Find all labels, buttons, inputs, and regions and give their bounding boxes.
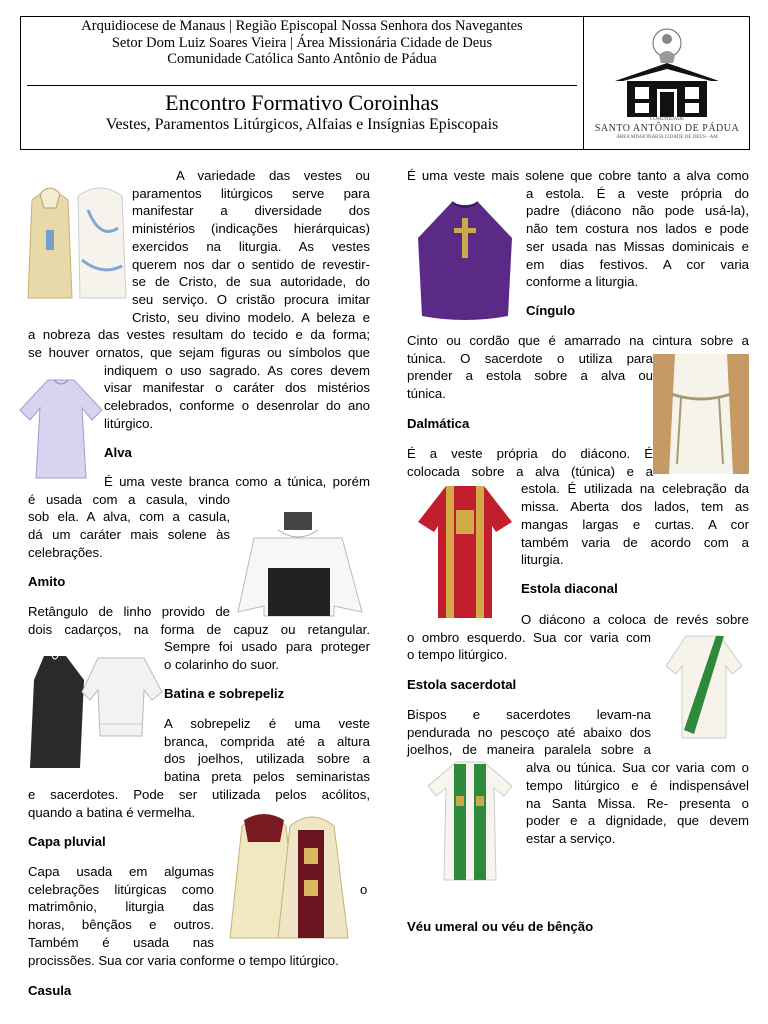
priest-stole-illustration (420, 756, 520, 886)
header-line-archdiocese: Arquidiocese de Manaus | Região Episcopal Nossa Senhora dos Navegantes (81, 18, 523, 34)
alva-line-5: celebrações. (28, 544, 103, 560)
intro-line-13: visar manifestar o caráter dos mistérios (104, 380, 370, 396)
estola-sacerdotal-line-2: pendurada no pescoço até abaixo dos (407, 724, 651, 740)
capa-line-1: Capa usada em algumas (28, 864, 214, 879)
intro-line-10: a nobreza das vestes resultam do tecido e da forma; (28, 327, 370, 343)
dalmatica-line-3: estola. É utilizada na celebração da (521, 481, 749, 497)
batina-line-1: A sobrepeliz é uma veste (164, 716, 370, 731)
dalmatica-line-4: missa. Aberta dos lados, tem as (521, 499, 749, 515)
cincture-illustration (653, 354, 749, 474)
vestments-illustration (22, 180, 128, 302)
casula-line-5: ser usada nas Missas dominicais e (526, 238, 749, 254)
capa-line-4: horas, bênçãos e outros. (28, 917, 214, 933)
estola-sacerdotal-heading: Estola sacerdotal (407, 677, 517, 692)
amito-line-3: Sempre foi usado para proteger (164, 639, 370, 655)
page-title: Encontro Formativo Coroinhas (165, 90, 439, 115)
intro-line-8: seu serviço. O cristão procura imitar (132, 291, 370, 307)
logo-community-name (587, 123, 747, 134)
alva-line-4: dá um caráter mais solene às (28, 527, 230, 543)
casula-line-1: É uma veste mais solene que cobre tanto a alva como (407, 168, 749, 183)
header-line-community: Comunidade Católica Santo Antônio de Pádua (167, 51, 437, 67)
cassock-surplice-illustration (26, 650, 164, 776)
page-header (20, 16, 750, 150)
header-text-block (21, 17, 584, 149)
dalmatica-line-7: liturgia. (521, 552, 564, 568)
casula-heading: Casula (28, 983, 72, 998)
intro-line-15: litúrgico. (104, 415, 154, 431)
estola-diaconal-line-3: o tempo litúrgico. (407, 647, 508, 663)
logo-bottom-text: ÁREA MISSIONÁRIA CIDADE DE DEUS - AM (616, 135, 718, 140)
dalmatica-heading: Dalmática (407, 416, 470, 431)
cingulo-line-3: prender a estola sobre a alva ou (407, 368, 653, 384)
estola-diaconal-heading: Estola diaconal (521, 581, 618, 596)
community-logo (587, 21, 747, 147)
capa-line-6: procissões. Sua cor varia conforme o tempo litúrgico. (28, 952, 339, 968)
estola-diaconal-line-1: O diácono a coloca de revés sobre (521, 612, 749, 627)
alva-line-3: sob ela. A alva, com a casula, (28, 509, 230, 525)
header-divider (27, 85, 577, 86)
alva-line-1: É uma veste branca como a túnica, porém (104, 474, 370, 489)
page-subtitle: Vestes, Paramentos Litúrgicos, Alfaias e Insígnias Episcopais (105, 116, 499, 133)
cingulo-line-2: túnica. O sacerdote o utiliza para (407, 350, 653, 366)
cingulo-heading: Cíngulo (526, 303, 576, 318)
casula-line-7: conforme a liturgia. (526, 274, 639, 290)
amito-line-4: o colarinho do suor. (164, 657, 280, 673)
dalmatic-illustration (416, 482, 514, 622)
batina-line-3: dos joelhos, utilizada sobre a (164, 751, 370, 767)
capa-line-2: celebrações litúrgicas como (28, 881, 214, 897)
casula-line-2: a estola. É a veste própria do (526, 185, 749, 201)
intro-line-7: se de Cristo, de sua autoridade, do (132, 274, 370, 290)
intro-line-14: celebrados, conforme o desenrolar do ano (104, 398, 370, 414)
dalmatica-line-5: mangas largas e curtas. A cor (521, 516, 749, 532)
logo-top-text: COMUNIDADE (649, 117, 685, 122)
chasuble-illustration (412, 198, 518, 322)
estola-sacerdotal-line-6: na Santa Missa. Re- presenta o (526, 795, 749, 811)
veu-heading: Véu umeral ou véu de bênção (407, 919, 594, 934)
amice-illustration (234, 508, 366, 620)
intro-line-3: manifestar a diversidade dos (132, 203, 370, 219)
batina-line-4: batina preta pelos seminaristas (164, 769, 370, 785)
casula-line-3: padre (diácono não pode usá-la), (526, 203, 749, 219)
alva-line-2: é usada com a casula, vindo (28, 491, 230, 507)
cingulo-line-1: Cinto ou cordão que é amarrado na cintura sobre a (407, 333, 749, 348)
cope-illustration (224, 808, 352, 948)
intro-line-12: indiquem o uso sagrado. As cores devem (104, 362, 370, 378)
logo-name-text: SANTO ANTÔNIO DE PÁDUA (594, 123, 740, 134)
intro-line-6: querem nos dar o sentido de revestir- (132, 256, 370, 272)
header-line-sector: Setor Dom Luiz Soares Vieira | Área Missionária Cidade de Deus (111, 34, 493, 51)
estola-sacerdotal-line-7: poder e a dignidade, que devem (526, 813, 749, 829)
estola-sacerdotal-line-1: Bispos e sacerdotes levam-na (407, 707, 651, 722)
amito-line-2: dois cadarços, na forma de capuz ou retangular. (28, 621, 370, 637)
batina-line-2: branca, comprida até a altura (164, 733, 370, 749)
capa-line-2b: o (360, 881, 368, 897)
estola-sacerdotal-line-5: tempo litúrgico e é indispensável (526, 777, 749, 793)
amito-heading: Amito (28, 574, 66, 589)
church-building-icon (587, 21, 747, 121)
dalmatica-line-6: também varia de acordo com a (521, 534, 749, 550)
intro-line-11: se houver ornatos, que sejam figuras ou símbolos que (28, 345, 370, 360)
dalmatica-line-1: É a veste própria do diácono. É (407, 446, 653, 461)
intro-line-4: ministérios (indicações hierárquicas) (132, 221, 370, 237)
alva-heading: Alva (104, 445, 132, 460)
dalmatica-line-2: colocada sobre a alva (túnica) e a (407, 463, 653, 479)
cingulo-line-4: túnica. (407, 386, 446, 402)
estola-sacerdotal-line-4: alva ou túnica. Sua cor varia com o (526, 760, 749, 776)
intro-line-9: Cristo, seu divino modelo. A beleza e (132, 309, 370, 325)
intro-line-1: A variedade das vestes ou (176, 168, 370, 183)
estola-diaconal-line-2: o ombro esquerdo. Sua cor varia com (407, 629, 651, 645)
intro-line-5: exercidos na liturgia. As vestes (132, 238, 370, 254)
capa-line-5: Também é usada nas (28, 934, 214, 950)
casula-line-6: em dias festivos. A cor varia (526, 256, 749, 272)
capa-heading: Capa pluvial (28, 834, 106, 849)
batina-line-5: e sacerdotes. Pode ser utilizada pelos acólitos, (28, 786, 370, 802)
intro-line-2: paramentos litúrgicos serve para (132, 185, 370, 201)
batina-line-6: quando a batina é vermelha. (28, 804, 196, 820)
casula-line-4: não tem costura nos lados e pode (526, 221, 749, 237)
capa-line-3: matrimônio, liturgia das (28, 899, 214, 915)
deacon-stole-illustration (664, 630, 744, 742)
alb-illustration (18, 374, 104, 482)
estola-sacerdotal-line-3: joelhos, de maneira paralela sobre a (407, 742, 651, 758)
estola-sacerdotal-line-8: estar a serviço. (526, 830, 616, 846)
amito-line-1: Retângulo de linho provido de (28, 604, 230, 619)
batina-heading: Batina e sobrepeliz (164, 686, 285, 701)
